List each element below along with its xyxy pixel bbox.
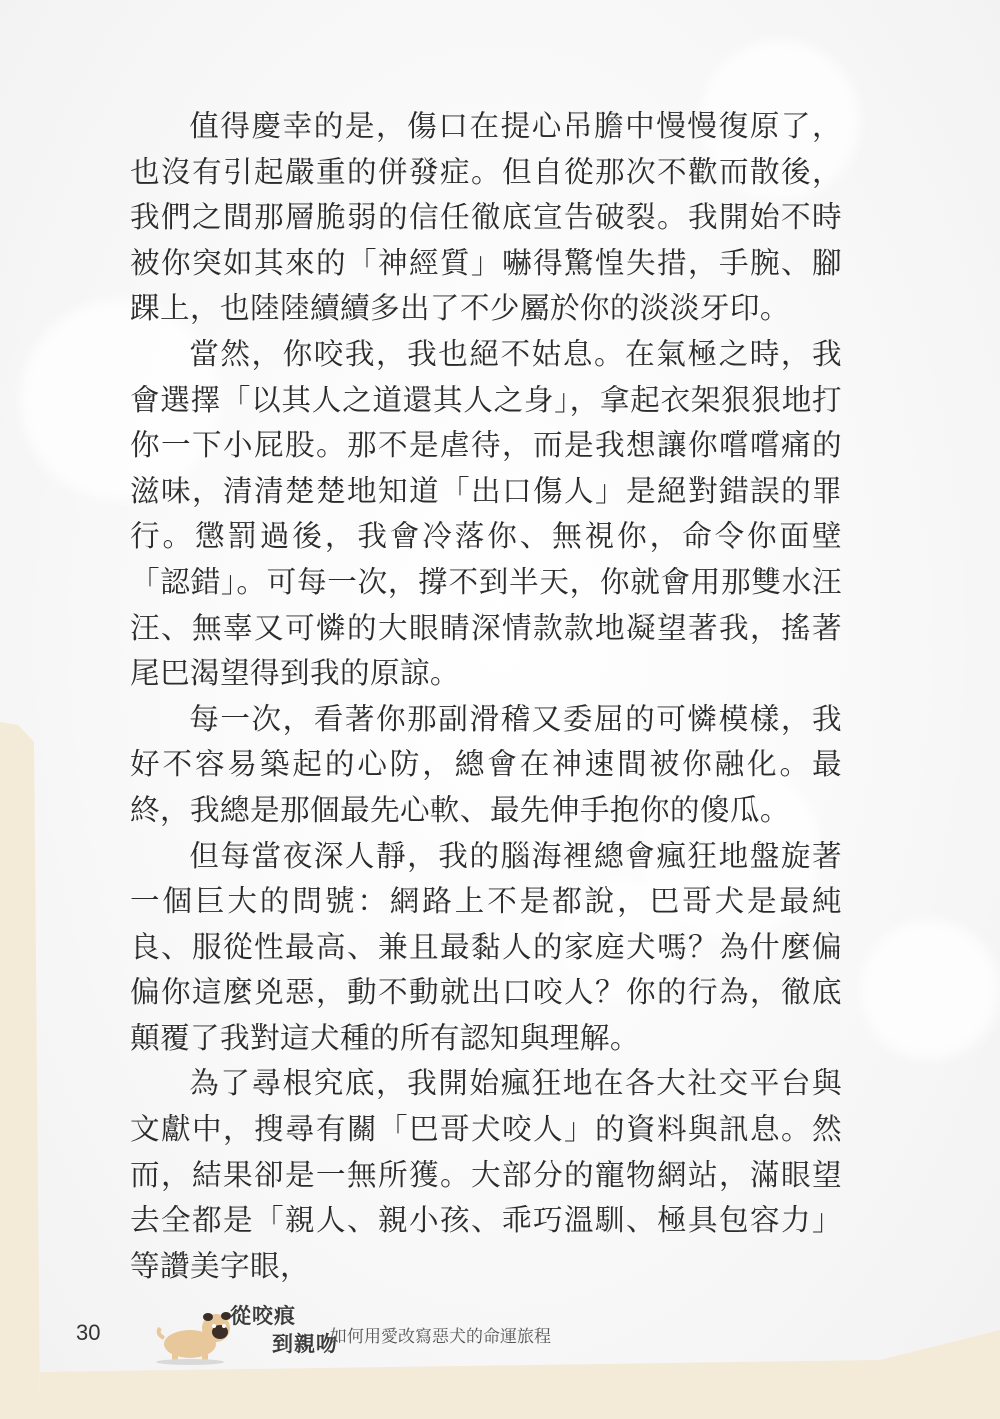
book-subtitle: 如何用愛改寫惡犬的命運旅程 — [330, 1327, 551, 1347]
paragraph: 為了尋根究底，我開始瘋狂地在各大社交平台與文獻中，搜尋有關「巴哥犬咬人」的資料與訊息。然而，結果卻是一無所獲。大部分的寵物網站，滿眼望去全都是「親人、親小孩、乖巧溫馴、極具包容力」等讚美字眼， — [130, 1066, 842, 1283]
paragraph: 值得慶幸的是，傷口在提心吊膽中慢慢復原了，也沒有引起嚴重的併發症。但自從那次不歡而散後，我們之間那層脆弱的信任徹底宣告破裂。我開始不時被你突如其來的「神經質」嚇得驚惶失措，手腕、腳踝上，也陸陸續續多出了不少屬於你的淡淡牙印。 — [130, 109, 842, 326]
page-footer — [0, 1300, 1000, 1380]
page-number: 30 — [76, 1320, 101, 1345]
logo-title-line1: 從咬痕 — [230, 1303, 296, 1328]
paragraph: 當然，你咬我，我也絕不姑息。在氣極之時，我會選擇「以其人之道還其人之身」，拿起衣架狠狠地打你一下小屁股。那不是虐待，而是我想讓你嚐嚐痛的滋味，清清楚楚地知道「出口傷人」是絕對錯誤的罪行。懲罰過後，我會冷落你、無視你，命令你面壁「認錯」。可每一次，撐不到半天，你就會用那雙水汪汪、無辜又可憐的大眼睛深情款款地凝望著我，搖著尾巴渴望得到我的原諒。 — [130, 336, 842, 691]
paragraph: 每一次，看著你那副滑稽又委屈的可憐模樣，我好不容易築起的心防，總會在神速間被你融化。最終，我總是那個最先心軟、最先伸手抱你的傻瓜。 — [130, 701, 842, 827]
logo-title-line2: 到親吻 — [272, 1331, 338, 1356]
paragraph: 但每當夜深人靜，我的腦海裡總會瘋狂地盤旋著一個巨大的問號：網路上不是都說，巴哥犬是最純良、服從性最高、兼且最黏人的家庭犬嗎？為什麼偏偏你這麼兇惡，動不動就出口咬人？你的行為，徹底顛覆了我對這犬種的所有認知與理解。 — [130, 838, 842, 1055]
book-logo — [150, 1300, 340, 1370]
body-text — [130, 104, 842, 1289]
pug-icon — [150, 1304, 240, 1366]
